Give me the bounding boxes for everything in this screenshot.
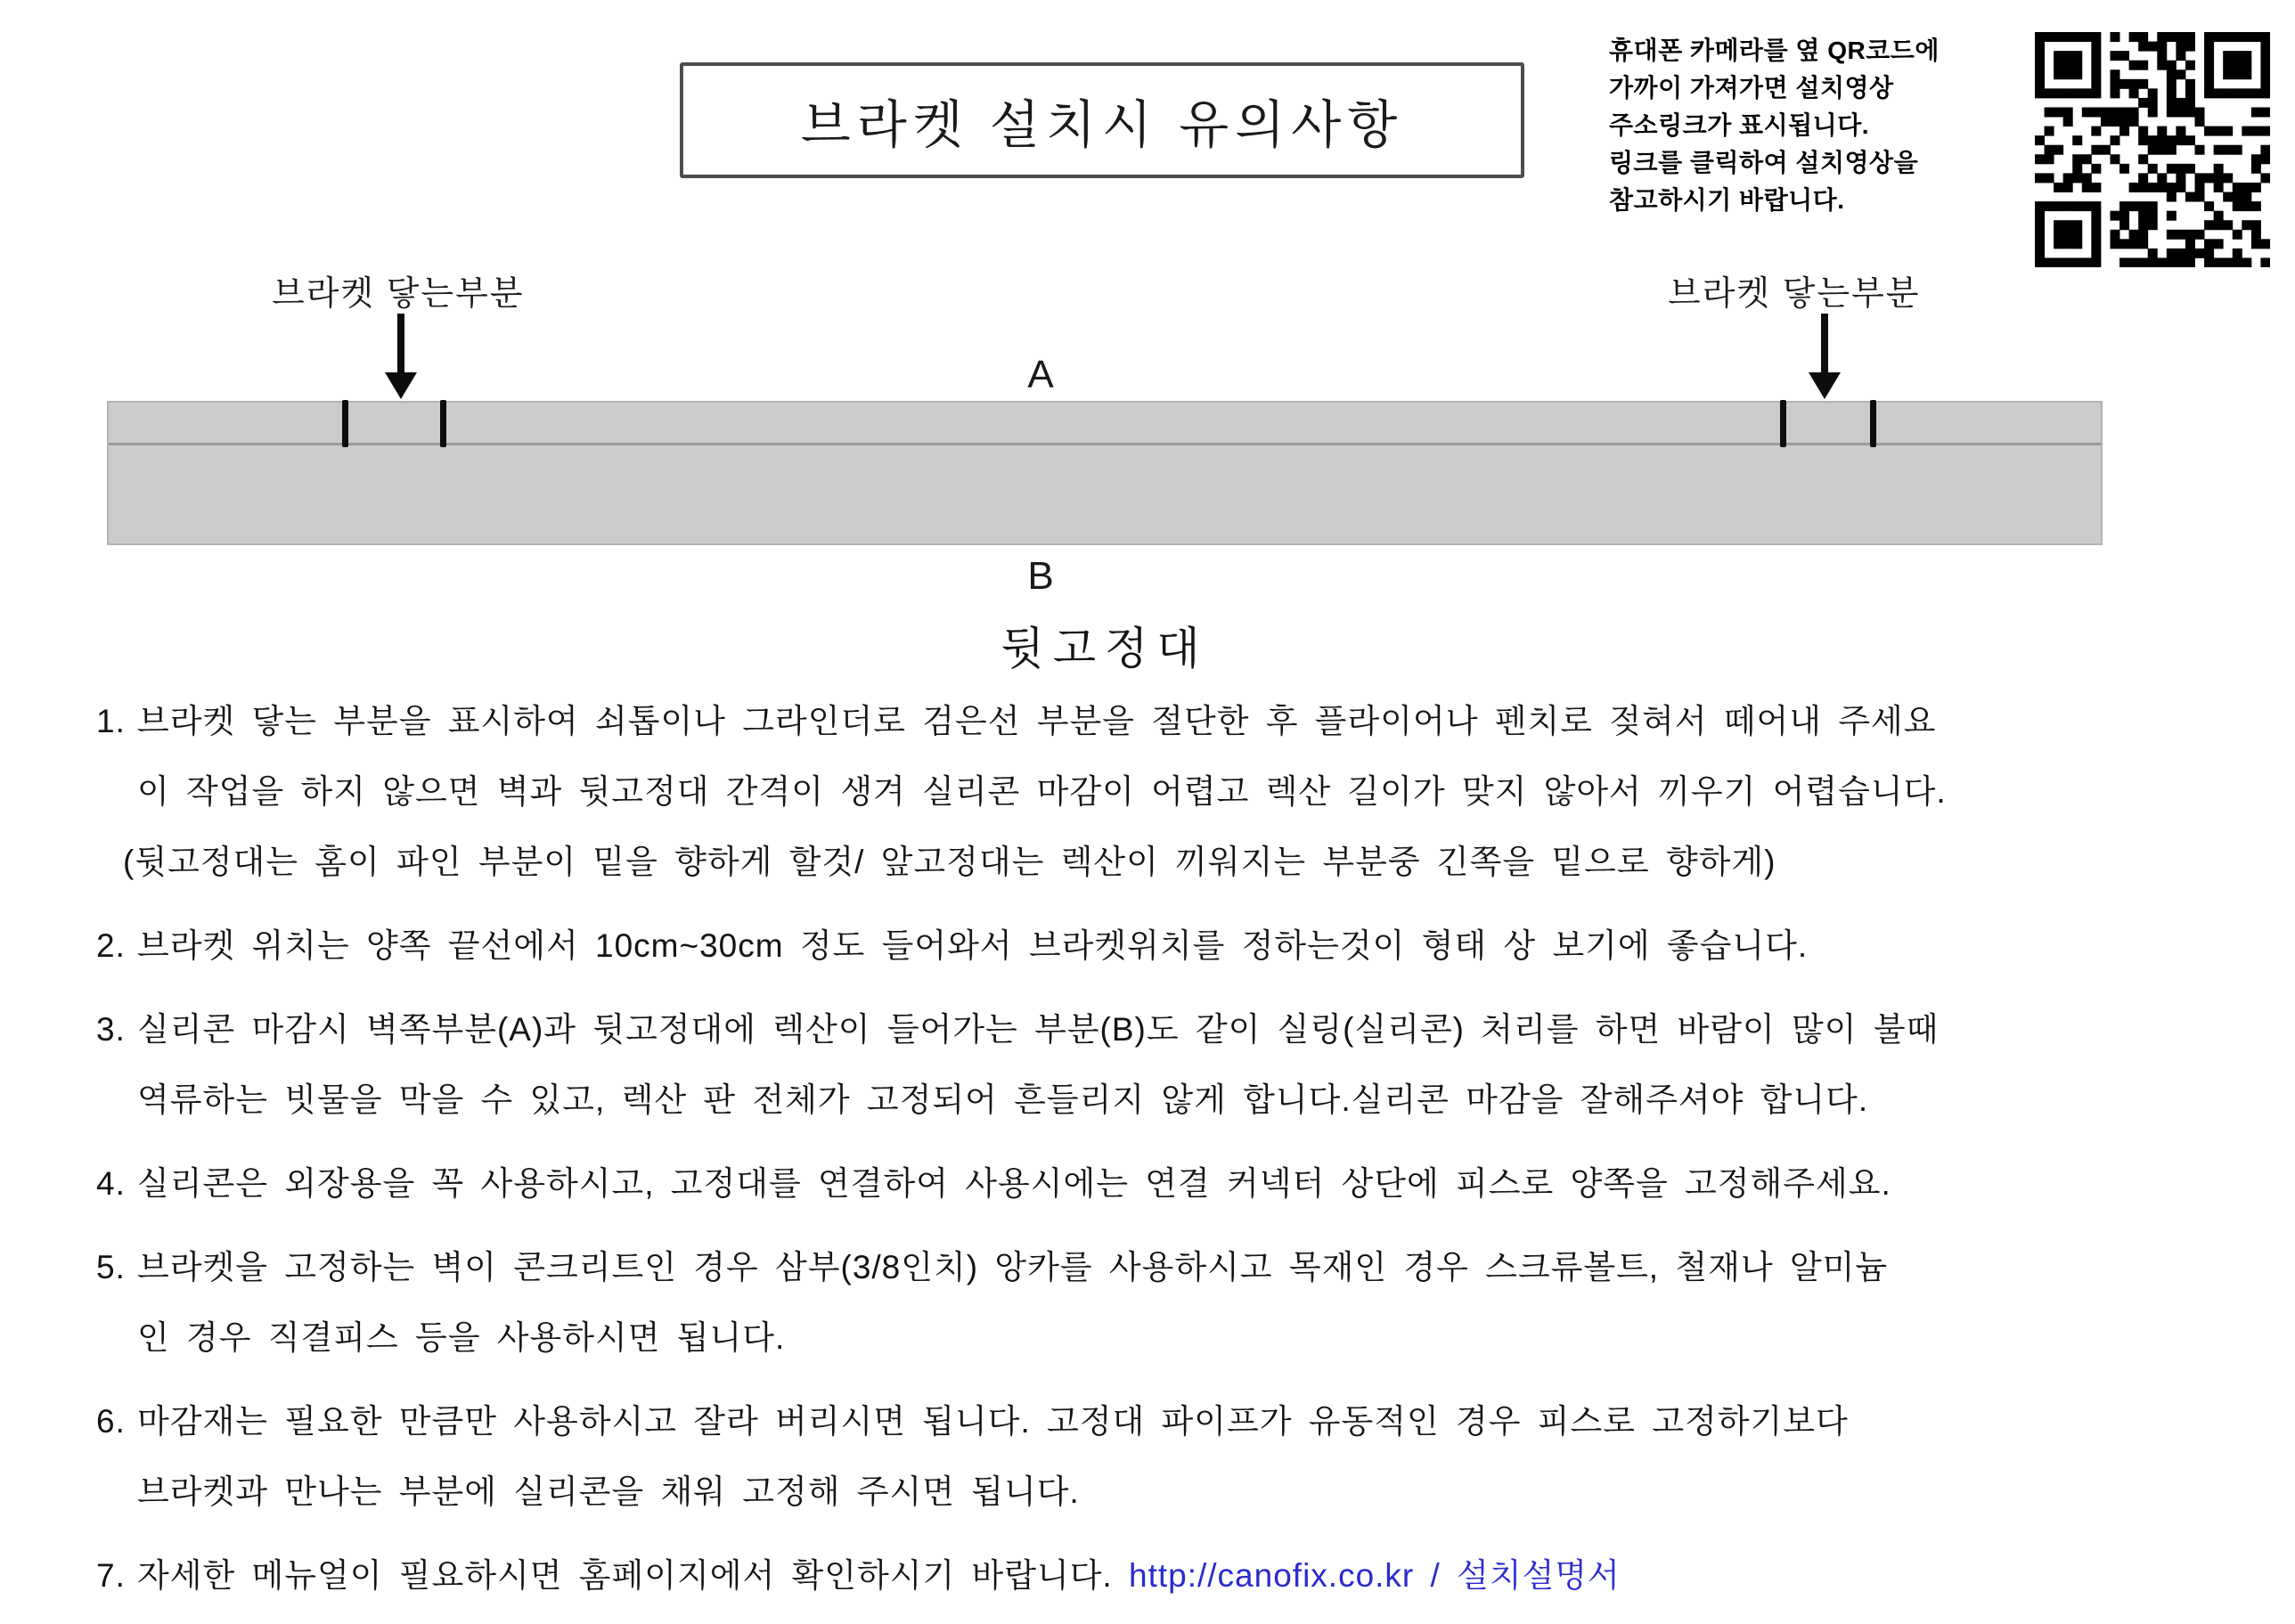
page-title: 브라켓 설치시 유의사항	[800, 96, 1404, 154]
instruction-line	[96, 1232, 2252, 1302]
instruction-text: 자세한 메뉴얼이 필요하시면 홈페이지에서 확인하시기 바랍니다.	[137, 1557, 1113, 1594]
qr-code	[2035, 32, 2270, 267]
qr-note-line: 주소링크가 표시됩니다.	[1609, 111, 1870, 139]
bar-divider-line	[109, 443, 2101, 445]
homepage-link[interactable]: http://canofix.co.kr / 설치설명서	[1129, 1557, 1621, 1594]
instruction-item-3	[96, 994, 2252, 1135]
item-number: 3.	[96, 1011, 126, 1048]
qr-note-line: 참고하시기 바랍니다.	[1609, 186, 1845, 214]
bracket-contact-label-left: 브라켓 닿는부분	[272, 275, 525, 313]
item-number: 1.	[96, 703, 126, 739]
instruction-line	[96, 827, 2252, 897]
cut-mark	[440, 400, 446, 447]
instruction-text: 역류하는 빗물을 막을 수 있고, 렉산 판 전체가 고정되어 흔들리지 않게 합니다.실리콘 마감을 잘해주셔야 합니다.	[137, 1081, 1869, 1118]
down-arrow-icon	[381, 314, 421, 401]
item-number: 4.	[96, 1165, 126, 1202]
instruction-line	[96, 1302, 2252, 1373]
instruction-text: 실리콘 마감시 벽쪽부분(A)과 뒷고정대에 렉산이 들어가는 부분(B)도 같이 실링(실리콘) 처리를 하면 바람이 많이 불때	[137, 1011, 1940, 1048]
label-a: A	[1027, 353, 1054, 396]
instruction-item-7	[96, 1540, 2252, 1611]
instruction-line	[96, 1148, 2252, 1219]
instruction-text: 브라켓을 고정하는 벽이 콘크리트인 경우 삼부(3/8인치) 앙카를 사용하시고 목재인 경우 스크류볼트, 철재나 알미늄	[137, 1249, 1889, 1285]
instruction-text: (뒷고정대는 홈이 파인 부분이 밑을 향하게 할것/ 앞고정대는 렉산이 끼워지는 부분중 긴쪽을 밑으로 향하게)	[123, 844, 1776, 880]
item-number: 5.	[96, 1249, 126, 1285]
instruction-text: 마감재는 필요한 만큼만 사용하시고 잘라 버리시면 됩니다. 고정대 파이프가 유동적인 경우 피스로 고정하기보다	[137, 1403, 1849, 1440]
instruction-item-6	[96, 1386, 2252, 1527]
cut-mark	[1870, 400, 1876, 447]
instruction-line	[96, 1386, 2252, 1457]
cut-mark	[1780, 400, 1786, 447]
instruction-line	[96, 1457, 2252, 1527]
instruction-item-4	[96, 1148, 2252, 1219]
back-fixing-bar	[107, 401, 2103, 545]
item-number: 7.	[96, 1557, 126, 1594]
item-number: 2.	[96, 927, 126, 964]
instruction-line	[96, 1065, 2252, 1135]
instruction-line	[96, 1540, 2252, 1611]
instruction-text: 브라켓 닿는 부분을 표시하여 쇠톱이나 그라인더로 검은선 부분을 절단한 후 플라이어나 펜치로 젖혀서 떼어내 주세요	[137, 703, 1937, 739]
cut-mark	[342, 400, 348, 447]
instruction-item-1	[96, 686, 2252, 897]
instruction-line	[96, 756, 2252, 827]
instruction-text: 브라켓과 만나는 부분에 실리콘을 채워 고정해 주시면 됩니다.	[137, 1473, 1080, 1510]
instruction-text: 인 경우 직결피스 등을 사용하시면 됩니다.	[137, 1319, 786, 1356]
qr-instruction-note	[1609, 32, 2028, 219]
instruction-text: 브라켓 위치는 양쪽 끝선에서 10cm~30cm 정도 들어와서 브라켓위치를 정하는것이 형태 상 보기에 좋습니다.	[137, 927, 1809, 964]
instruction-text: 이 작업을 하지 않으면 벽과 뒷고정대 간격이 생겨 실리콘 마감이 어렵고 렉산 길이가 맞지 않아서 끼우기 어렵습니다.	[137, 773, 1947, 810]
instruction-line	[96, 686, 2252, 756]
instruction-line	[96, 910, 2252, 981]
instruction-item-2	[96, 910, 2252, 981]
instruction-list	[96, 686, 2252, 1624]
label-b: B	[1027, 554, 1054, 598]
instruction-item-5	[96, 1232, 2252, 1373]
item-number: 6.	[96, 1403, 126, 1440]
instruction-text: 실리콘은 외장용을 꼭 사용하시고, 고정대를 연결하여 사용시에는 연결 커넥터 상단에 피스로 양쪽을 고정해주세요.	[137, 1165, 1891, 1202]
title-box	[680, 62, 1524, 178]
qr-note-line: 가까이 가져가면 설치영상	[1609, 74, 1894, 102]
diagram-caption: 뒷고정대	[1000, 624, 1209, 673]
down-arrow-icon	[1805, 314, 1844, 401]
bracket-contact-label-right: 브라켓 닿는부분	[1668, 275, 1921, 313]
qr-note-line: 링크를 클릭하여 설치영상을	[1609, 149, 1919, 176]
qr-note-line: 휴대폰 카메라를 옆 QR코드에	[1609, 37, 1940, 64]
instruction-line	[96, 994, 2252, 1065]
